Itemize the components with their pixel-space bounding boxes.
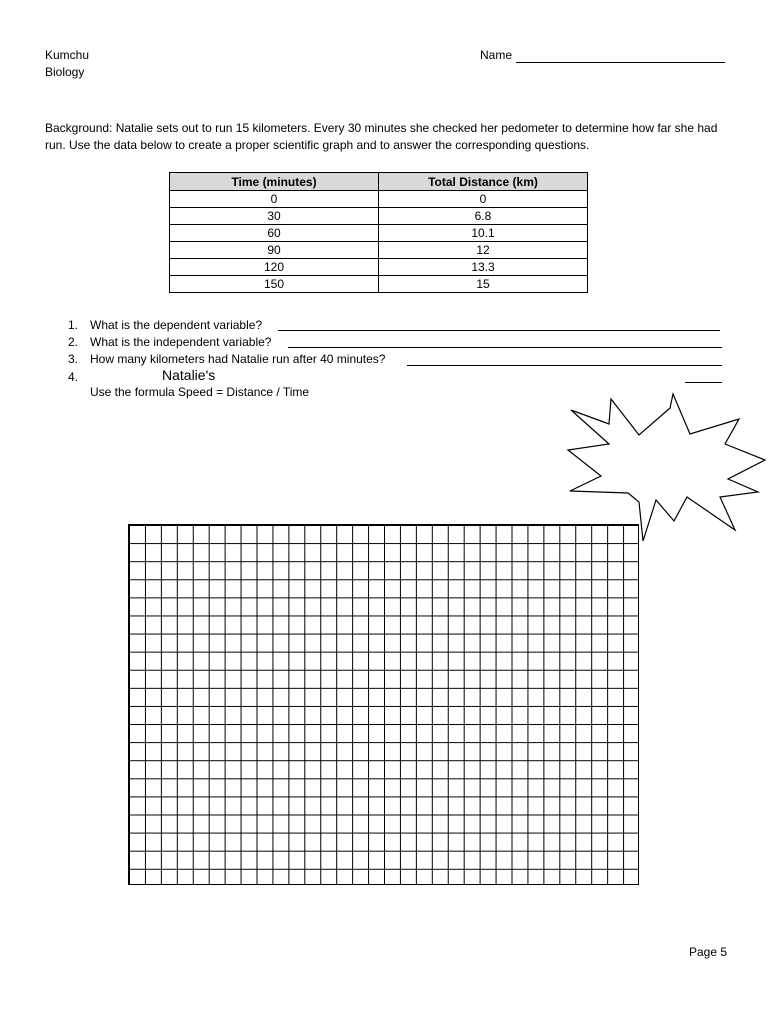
teacher-name: Kumchu: [45, 48, 90, 62]
data-table: [169, 172, 588, 293]
starburst-outline: [568, 394, 765, 541]
answer-line-4[interactable]: [685, 382, 722, 383]
graph-grid[interactable]: [128, 524, 639, 885]
question-3: [68, 351, 385, 369]
name-label: Name: [480, 48, 513, 62]
answer-line-1[interactable]: [278, 330, 720, 331]
table-cell-distance: 6.8: [379, 208, 588, 225]
question-number: 2.: [68, 335, 79, 349]
page-number: Page 5: [689, 945, 728, 959]
subject-name: Biology: [45, 65, 85, 79]
table-cell-time: 150: [170, 276, 379, 293]
background-paragraph: Background: Natalie sets out to run 15 kilometers. Every 30 minutes she checked her pedometer to determine how far she had run. Use the data below to create a proper scientific graph and to answer the corresponding questions.: [45, 121, 718, 152]
question-4-text: Natalie's: [162, 367, 216, 383]
question-4: [68, 369, 90, 387]
table-row: [170, 225, 588, 242]
table-header-row: [170, 173, 588, 191]
table-header-time: Time (minutes): [170, 173, 379, 191]
table-row: [170, 208, 588, 225]
name-blank-line[interactable]: [516, 62, 725, 63]
table-cell-distance: 13.3: [379, 259, 588, 276]
table-row: [170, 191, 588, 208]
formula-hint: Use the formula Speed = Distance / Time: [90, 385, 310, 399]
table-row: [170, 242, 588, 259]
question-number: 1.: [68, 318, 79, 332]
question-number: 4.: [68, 370, 79, 384]
table-cell-time: 60: [170, 225, 379, 242]
question-1: [68, 317, 262, 335]
table-row: [170, 276, 588, 293]
table-cell-distance: 0: [379, 191, 588, 208]
question-number: 3.: [68, 352, 79, 366]
answer-line-3[interactable]: [407, 365, 722, 366]
question-text: What is the dependent variable?: [90, 318, 263, 332]
answer-line-2[interactable]: [288, 347, 722, 348]
table-row: [170, 259, 588, 276]
starburst-shape: [565, 392, 767, 542]
table-cell-distance: 10.1: [379, 225, 588, 242]
table-cell-distance: 12: [379, 242, 588, 259]
table-cell-time: 120: [170, 259, 379, 276]
table-cell-time: 90: [170, 242, 379, 259]
table-header-distance: Total Distance (km): [379, 173, 588, 191]
question-text: What is the independent variable?: [90, 335, 272, 349]
table-cell-time: 30: [170, 208, 379, 225]
table-cell-time: 0: [170, 191, 379, 208]
question-text: How many kilometers had Natalie run after 40 minutes?: [90, 352, 386, 366]
question-2: [68, 334, 271, 352]
table-cell-distance: 15: [379, 276, 588, 293]
